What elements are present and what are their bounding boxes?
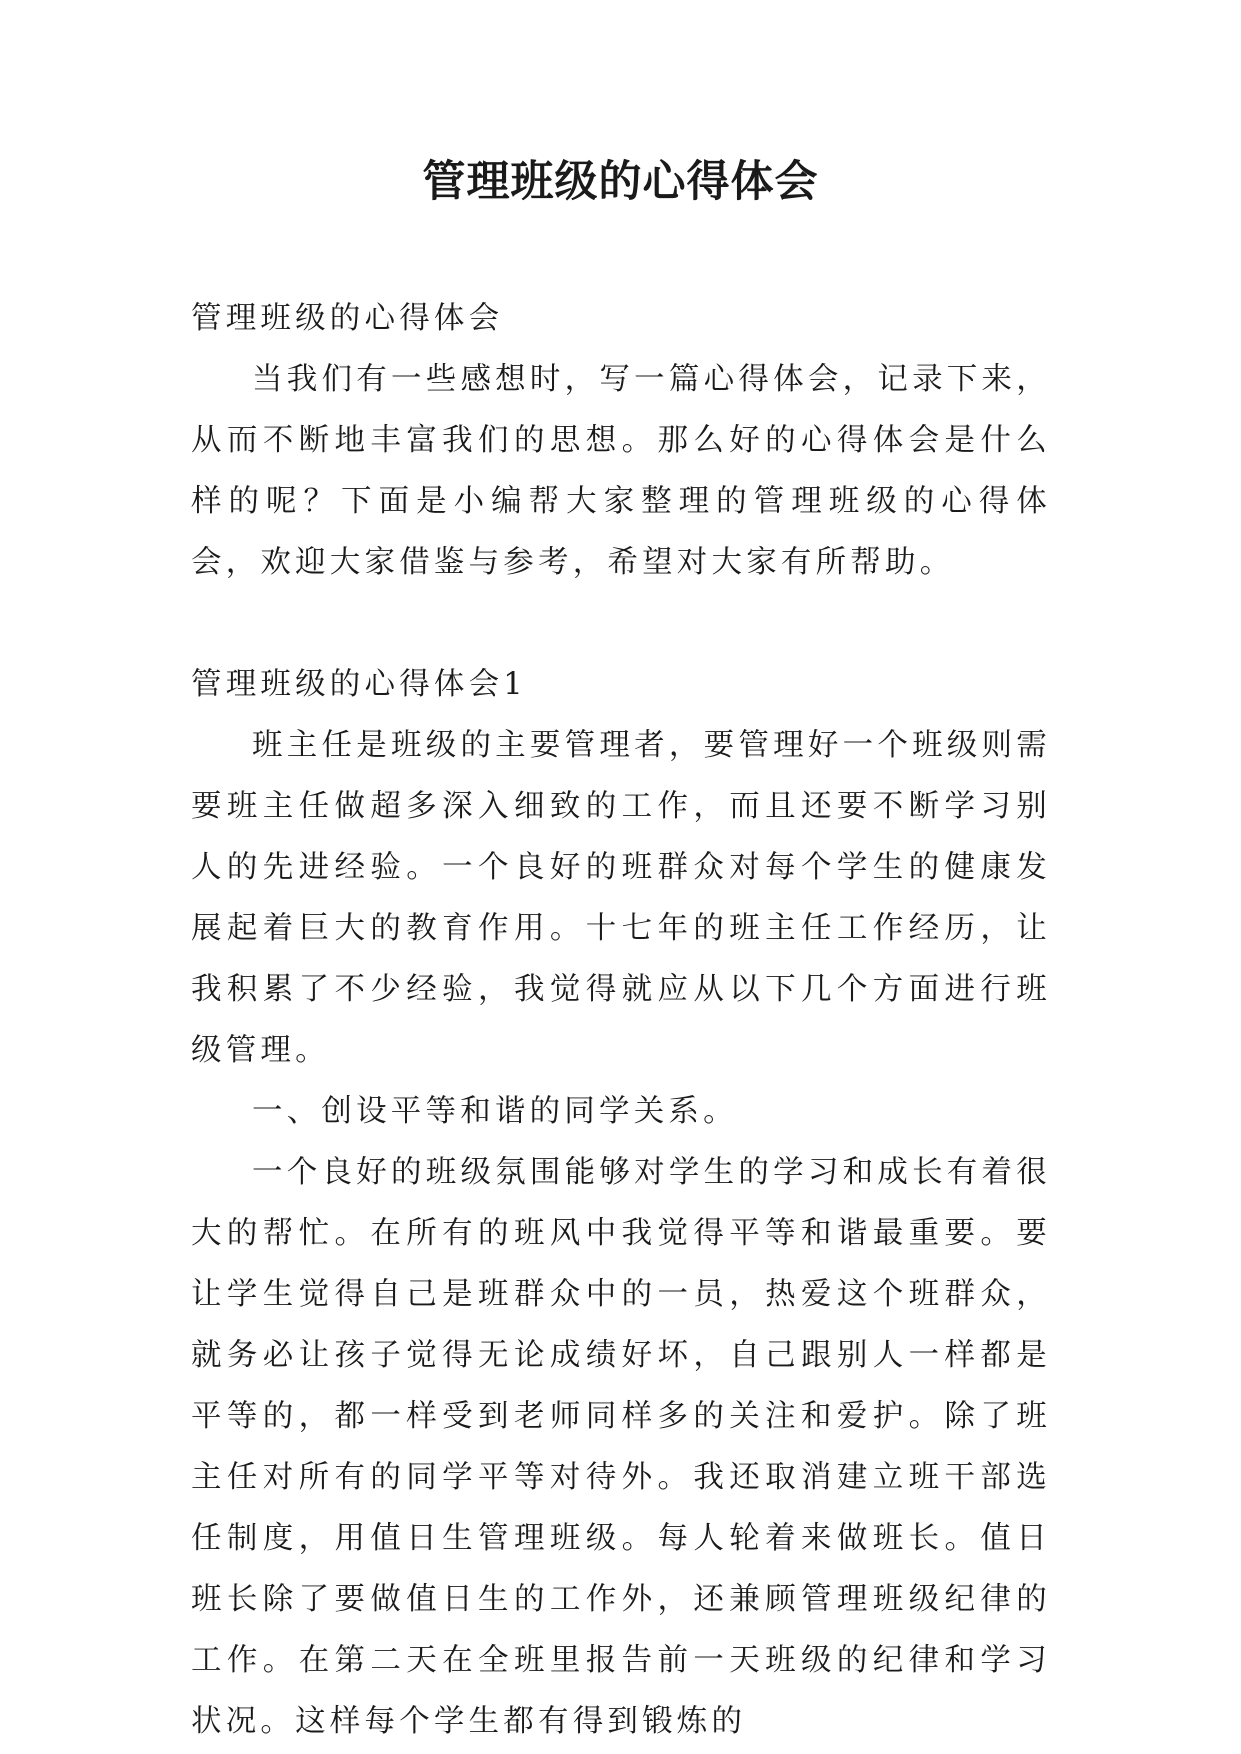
section-heading: 管理班级的心得体会 (191, 301, 504, 336)
body-paragraph: 班主任是班级的主要管理者，要管理好一个班级则需要班主任做超多深入细致的工作，而且还要不断学习别人的先进经验。一个良好的班群众对每个学生的健康发展起着巨大的教育作用。十七年的班主任工作经历，让我积累了不少经验，我觉得就应从以下几个方面进行班级管理。 (191, 728, 1051, 1068)
document-title: 管理班级的心得体会 (422, 157, 819, 207)
intro-paragraph: 当我们有一些感想时，写一篇心得体会，记录下来，从而不断地丰富我们的思想。那么好的心得体会是什么样的呢？下面是小编帮大家整理的管理班级的心得体会，欢迎大家借鉴与参考，希望对大家有所帮助。 (191, 362, 1051, 580)
paragraph-gap (191, 593, 1051, 654)
document-body (191, 288, 1051, 1752)
subsection-heading: 一、创设平等和谐的同学关系。 (252, 1094, 738, 1129)
section-heading: 管理班级的心得体会1 (191, 667, 527, 702)
body-paragraph: 一个良好的班级氛围能够对学生的学习和成长有着很大的帮忙。在所有的班风中我觉得平等和谐最重要。要让学生觉得自己是班群众中的一员，热爱这个班群众，就务必让孩子觉得无论成绩好坏，自己跟别人一样都是平等的，都一样受到老师同样多的关注和爱护。除了班主任对所有的同学平等对待外。我还取消建立班干部选任制度，用值日生管理班级。每人轮着来做班长。值日班长除了要做值日生的工作外，还兼顾管理班级纪律的工作。在第二天在全班里报告前一天班级的纪律和学习状况。这样每个学生都有得到锻炼的 (191, 1155, 1051, 1739)
